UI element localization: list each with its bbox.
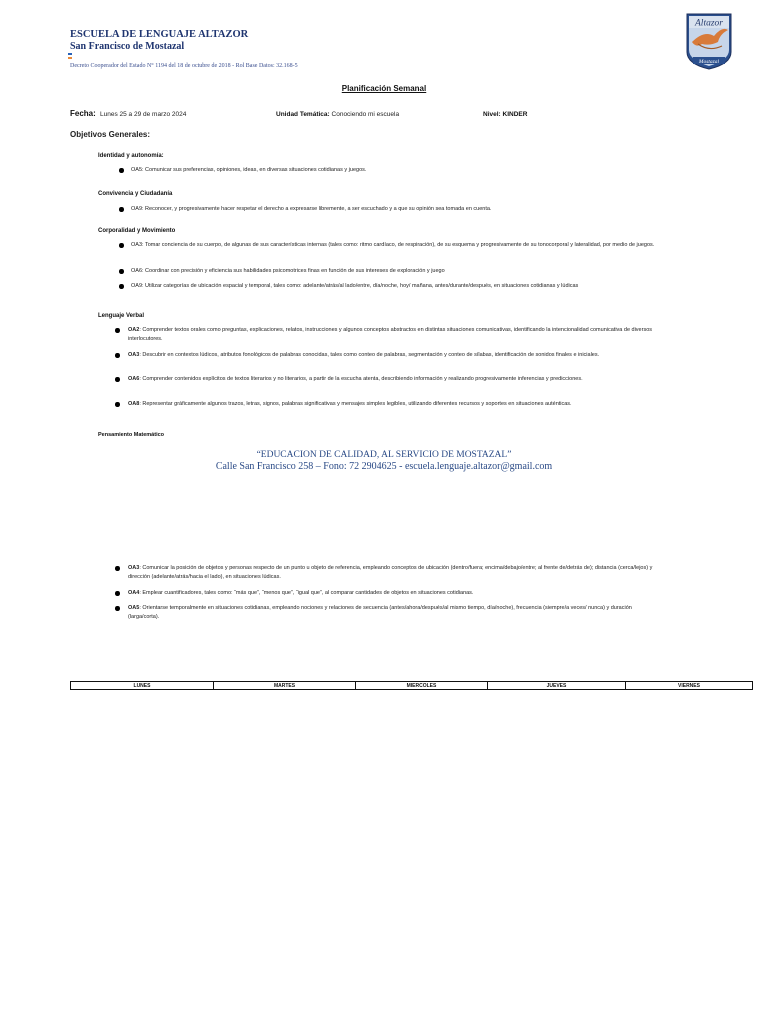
objective-item <box>128 400 628 409</box>
objective-text: : Comprender textos orales como preguntas, explicaciones, relatos, instrucciones y algunos conceptos abstractos en distintas situaciones comunicativas, identificando la intencionalidad comunicativa de diversos interlocutores. <box>128 327 653 342</box>
objective-code: OA3 <box>128 565 140 571</box>
bullet-icon <box>115 402 120 407</box>
objective-code: OA6 <box>128 376 140 382</box>
unidad-tematica <box>276 111 399 118</box>
objective-item: OA9: Reconocer, y progresivamente hacer respetar el derecho a expresarse libremente, a ser escuchado y a que su opinión sea tomada en cuenta. <box>131 206 492 212</box>
objective-item <box>128 589 668 598</box>
unidad-value: Conociendo mi escuela <box>331 111 400 118</box>
table-header-row <box>71 682 753 690</box>
objective-item <box>128 375 653 384</box>
objective-item: OA3: Tomar conciencia de su cuerpo, de algunas de sus características internas (tales como: ritmo cardíaco, de respiración), de su esquema y progresivamente de su tonocorporal y lateralidad, por medio de juegos. <box>131 242 655 248</box>
objective-item <box>128 564 653 581</box>
objective-text: : Comunicar la posición de objetos y personas respecto de un punto u objeto de referencia, empleando conceptos de ubicación (dentro/fuera; encima/debajo/entre; al frente de/detrás de); distancia (cerca/lejos) y dirección (adelante/atrás/hacia el lado), en situaciones lúdicas. <box>128 565 653 580</box>
bullet-icon <box>119 269 124 274</box>
nivel-label: Nivel: <box>483 111 501 118</box>
bullet-icon <box>115 377 120 382</box>
fecha-value: Lunes 25 a 29 de marzo 2024 <box>100 111 187 118</box>
logo-bottom-text: Mostazal <box>698 59 720 65</box>
bullet-icon <box>115 328 120 333</box>
decree-text: Decreto Cooperador del Estado N° 1194 del 18 de octubre de 2018 - Rol Base Datos: 32.168-5 <box>70 63 298 69</box>
objective-code: OA8 <box>128 401 140 407</box>
section-title-corporalidad: Corporalidad y Movimiento <box>98 228 176 234</box>
logo-top-text: Altazor <box>695 18 723 29</box>
objective-text: : Emplear cuantificadores, tales como: “más que”, “menos que”, “igual que”, al comparar cantidades de objetos en situaciones cotidianas. <box>139 590 474 596</box>
bullet-icon <box>119 207 124 212</box>
day-header-miercoles: MIERCOLES <box>356 682 488 690</box>
day-header-martes: MARTES <box>214 682 356 690</box>
bullet-icon <box>119 284 124 289</box>
school-city: San Francisco de Mostazal <box>70 41 185 52</box>
bullet-icon <box>115 566 120 571</box>
school-logo <box>684 12 734 70</box>
bullet-icon <box>119 168 124 173</box>
fecha-label-text: Fecha <box>70 109 94 118</box>
objetivos-title: Objetivos Generales: <box>70 130 151 139</box>
objective-item: OA9: Utilizar categorías de ubicación espacial y temporal, tales como: adelante/atrás/al lado/entre, día/noche, hoy/ mañana, antes/durante/después, en situaciones cotidianas y lúdicas <box>131 283 579 289</box>
bullet-icon <box>115 606 120 611</box>
objective-item <box>128 351 653 360</box>
objective-item <box>128 604 653 621</box>
objective-text: : Representar gráficamente algunos trazos, letras, signos, palabras significativas y mensajes simples legibles, utilizando diferentes recursos y soportes en situaciones auténticas. <box>139 401 572 407</box>
objective-code: OA2 <box>128 327 140 333</box>
section-title-lenguaje: Lenguaje Verbal <box>98 313 145 319</box>
objective-item <box>128 326 653 343</box>
objective-code: OA3 <box>128 352 140 358</box>
bullet-icon <box>119 243 124 248</box>
objective-text: : Orientarse temporalmente en situaciones cotidianas, empleando nociones y relaciones de secuencia (antes/ahora/después/al mismo tiempo, día/noche), frecuencia (siempre/a veces/ nunca) y duración (larga/corta). <box>128 605 632 620</box>
unidad-label: Unidad Temática: <box>276 111 330 118</box>
objective-code: OA4 <box>128 590 140 596</box>
weekly-schedule-table <box>70 681 753 690</box>
nivel-value: KINDER <box>502 111 528 118</box>
bullet-icon <box>115 353 120 358</box>
bullet-icon <box>115 591 120 596</box>
day-header-lunes: LUNES <box>71 682 214 690</box>
day-header-viernes: VIERNES <box>626 682 753 690</box>
section-title-identidad-text: Identidad y autonomía <box>98 153 162 159</box>
objective-text: : Descubrir en contextos lúdicos, atributos fonológicos de palabras conocidas, tales como conteo de palabras, segmentación y conteo de sílabas, identificación de sonidos finales e iniciales. <box>139 352 600 358</box>
school-name: ESCUELA DE LENGUAJE ALTAZOR <box>70 29 249 40</box>
objective-code: OA5 <box>128 605 140 611</box>
section-title-pensamiento: Pensamiento Matemático <box>98 432 165 438</box>
flag-icon <box>68 53 72 59</box>
footer-motto: “EDUCACION DE CALIDAD, AL SERVICIO DE MOSTAZAL” <box>256 450 512 460</box>
objective-item: OA5: Comunicar sus preferencias, opiniones, ideas, en diversas situaciones cotidianas y juegos. <box>131 167 367 173</box>
day-header-jueves: JUEVES <box>488 682 626 690</box>
footer-address: Calle San Francisco 258 – Fono: 72 2904625 - escuela.lenguaje.altazor@gmail.com <box>215 461 553 472</box>
fecha-label: Fecha: <box>70 109 96 118</box>
nivel <box>483 111 527 118</box>
page-title: Planificación Semanal <box>341 84 427 93</box>
section-title-identidad: Identidad y autonomía: <box>98 153 164 159</box>
objective-text: : Comprender contenidos explícitos de textos literarios y no literarios, a partir de la escucha atenta, describiendo información y realizando progresivamente inferencias y predicciones. <box>139 376 583 382</box>
objective-item: OA6: Coordinar con precisión y eficiencia sus habilidades psicomotrices finas en función de sus intereses de exploración y juego <box>131 268 445 274</box>
section-title-convivencia: Convivencia y Ciudadanía <box>98 191 173 197</box>
